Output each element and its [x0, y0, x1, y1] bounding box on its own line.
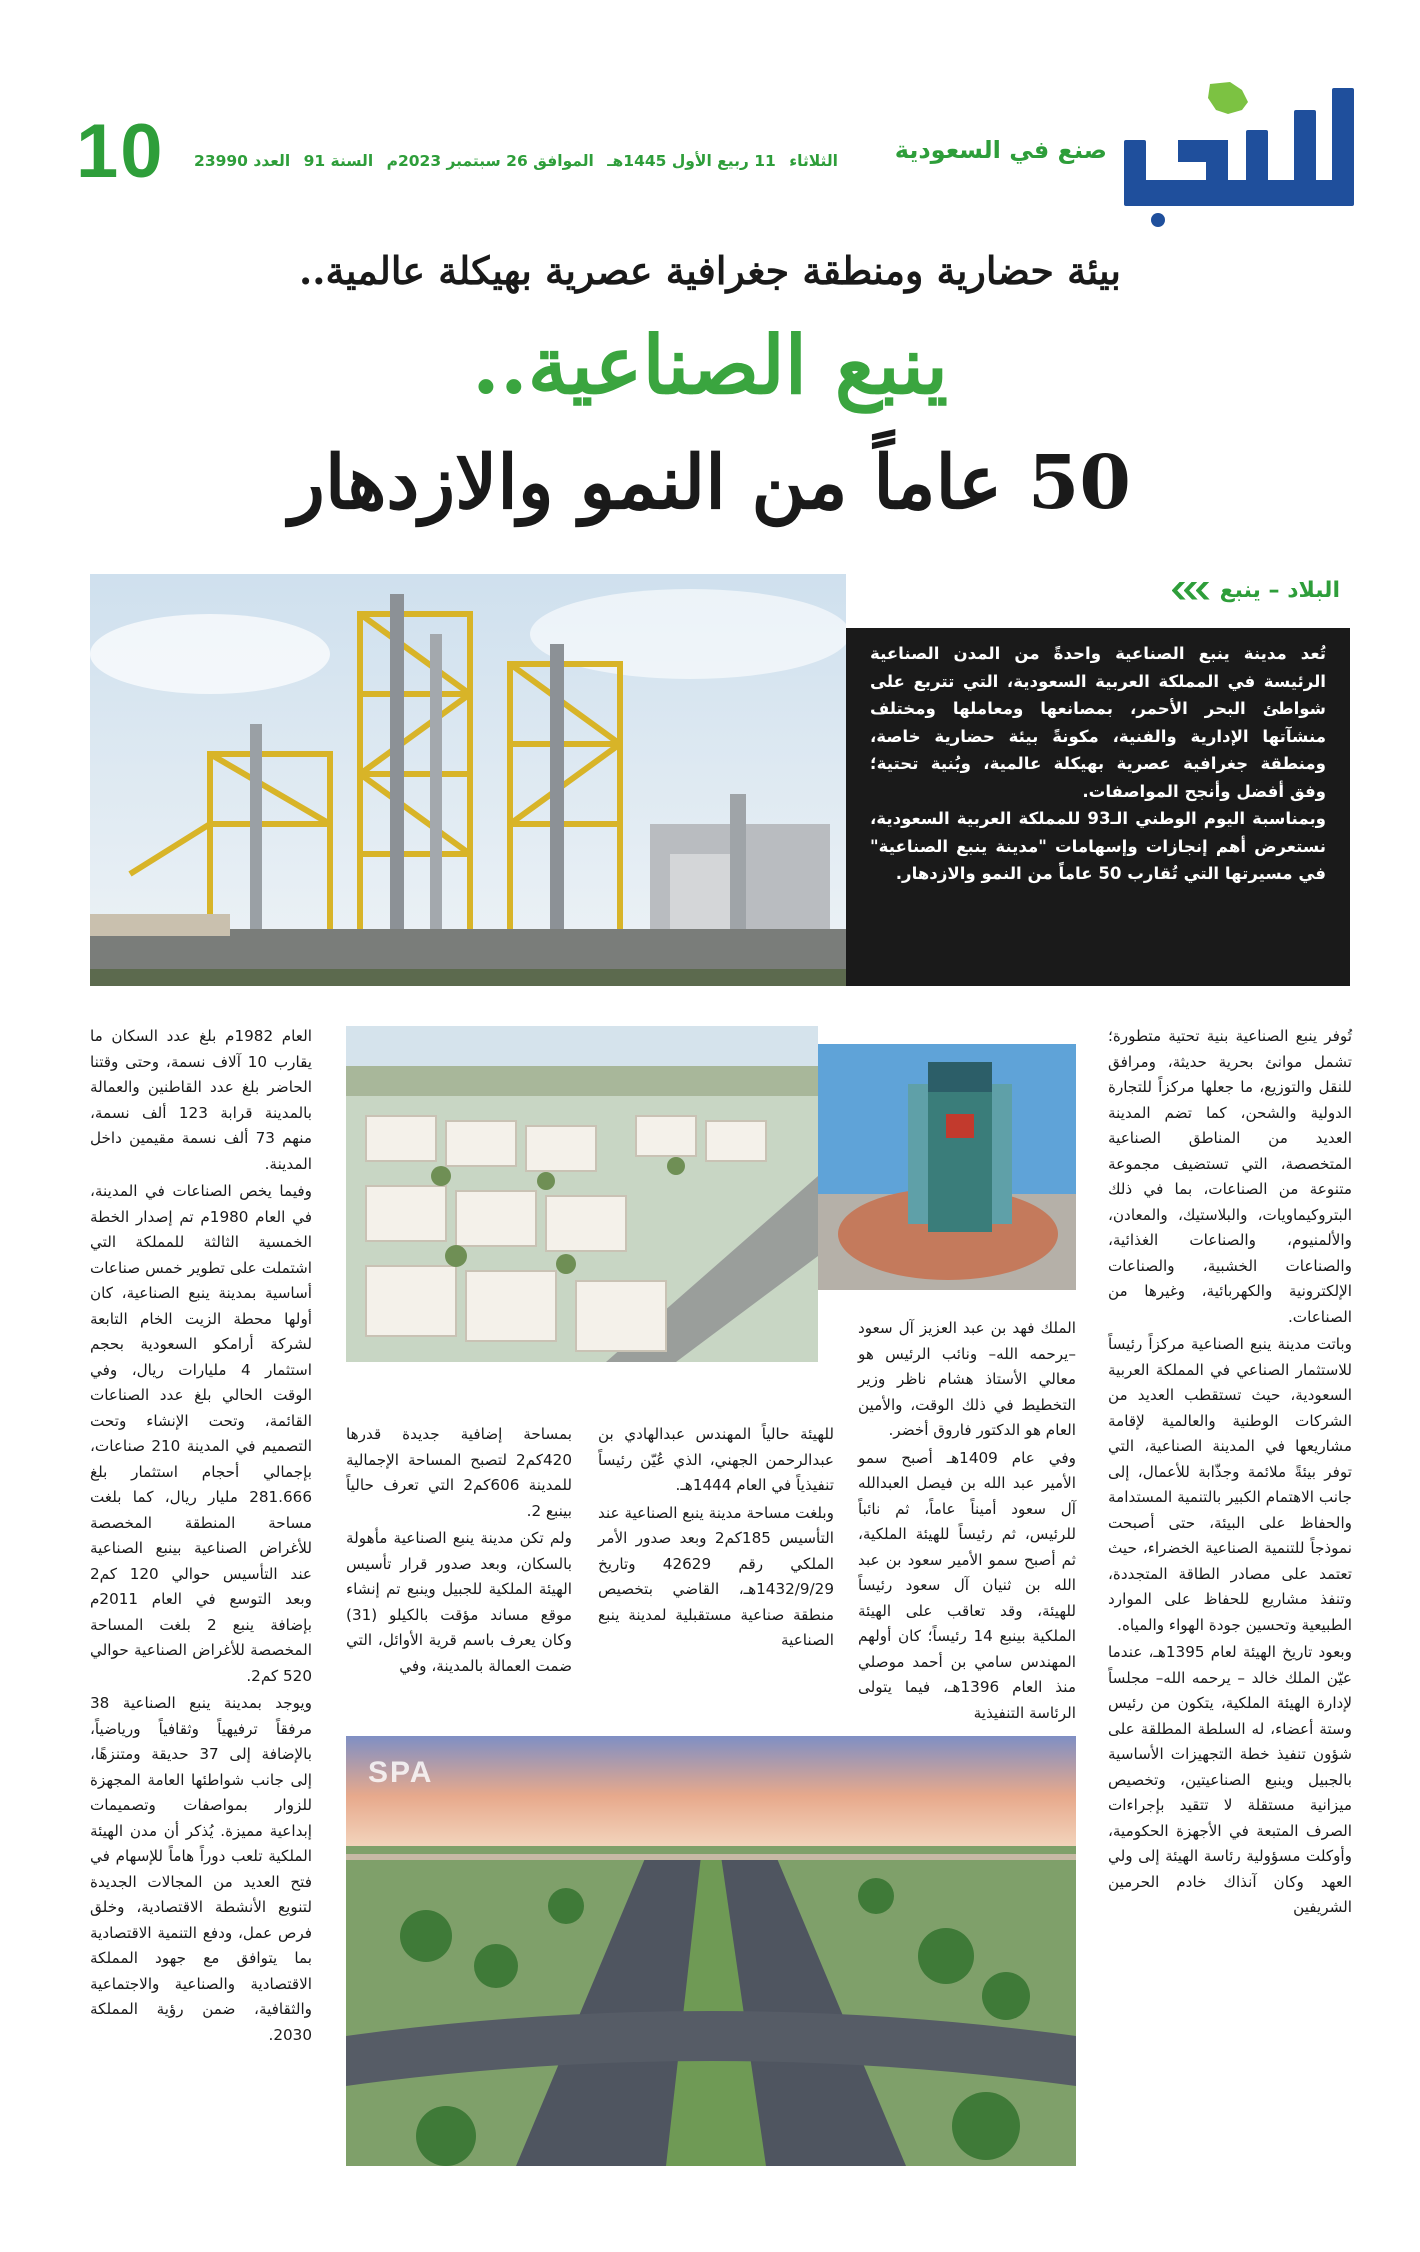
column-center-right-paragraph: وفي عام 1409هـ أصبح سمو الأمير عبد الله بن فيصل العبدالله آل سعود أميناً عاماً، ثم نائباً للرئيس، ثم رئيساً للهيئة الملكية، ثم أصبح سمو الأمير سعود بن عبد الله بن ثنيان آل سعود رئيساً للهيئة، وقد تعاقب على الهيئة الملكية بينبع 14 رئيساً؛ كان أولهم المهندس سامي بن أحمد موصلي منذ العام 1396هـ، فيما يتولى الرئاسة التنفيذية: [858, 1448, 1076, 1722]
photo-residential-villas: [346, 1026, 818, 1362]
byline-text: البلاد – ينبع: [1219, 578, 1340, 603]
saudi-map-icon: [1208, 82, 1248, 114]
dateline-gregorian: الموافق 26 سبتمبر 2023م: [386, 152, 594, 170]
column-center-right: [858, 1316, 1076, 1722]
column-left-paragraph: العام 1982م بلغ عدد السكان ما يقارب 10 آلاف نسمة، وحتى وقتنا الحاضر بلغ عدد القاطنين والعمالة بالمدينة قرابة 123 ألف نسمة، منهم 73 ألف نسمة مقيمين داخل المدينة.: [90, 1027, 313, 1173]
column-left: [90, 1024, 312, 2186]
column-center-left-paragraph: ولم تكن مدينة ينبع الصناعية مأهولة بالسكان، وبعد صدور قرار تأسيس الهيئة الملكية للجبيل وينبع تم إنشاء موقع مساند مؤقت بالكيلو (31) وكان يعرف باسم قرية الأوائل، التي ضمت العمالة بالمدينة، وفي: [346, 1529, 572, 1675]
column-center: [598, 1422, 834, 1718]
newspaper-logo: [1118, 80, 1366, 230]
photo-modern-building: [818, 1044, 1076, 1290]
dateline: [194, 152, 842, 170]
main-photo-industrial-plant: [90, 574, 846, 986]
column-right-paragraph: تُوفر ينبع الصناعية بنية تحتية متطورة؛ تشمل موانئ بحرية حديثة، ومرافق للنقل والتوزيع، ما جعلها مركزاً للتجارة الدولية والشحن، كما تضم المدينة العديد من المناطق الصناعية المتخصصة، التي تستضيف مجموعة متنوعة من الصناعات، بما في ذلك البتروكيماويات، والبلاستيك، والمعادن، والألمنيوم، والصناعات الغذائية، والصناعات الخشبية، والصناعات الإلكترونية والكهربائية، وغيرها من الصناعات.: [1108, 1027, 1352, 1326]
column-right-paragraph: وبعود تاريخ الهيئة لعام 1395هـ، عندما عيّن الملك خالد – يرحمه الله– مجلساً لإدارة الهيئة الملكية، يتكون من رئيس وستة أعضاء، له السلطة المطلقة على شؤون تنفيذ خطة التجهيزات الأساسية بالجبيل وينبع الصناعيتين، وتخصيص ميزانية مستقلة لا تتقيد بإجراءات الصرف المتبعة في الأجهزة الحكومية، وأوكلت مسؤولية رئاسة الهيئة إلى ولي العهد وكان آنذاك خادم الحرمين الشريفين: [1108, 1643, 1352, 1916]
dateline-hijri: 11 ربيع الأول 1445هـ: [607, 152, 776, 170]
byline: [1000, 578, 1340, 603]
lead-paragraph-2: وبمناسبة اليوم الوطني الـ93 للمملكة العربية السعودية، نستعرض أهم إنجازات وإسهامات "مدينة ينبع الصناعية" في مسيرتها التي تُقارب 50 عاماً من النمو والازدهار.: [870, 809, 1326, 883]
column-center-paragraph: للهيئة حالياً المهندس عبدالهادي بن عبدالرحمن الجهني، الذي عُيّن رئيساً تنفيذياً في العام 1444هـ.: [598, 1425, 834, 1494]
column-left-paragraph: وفيما يخص الصناعات في المدينة، في العام 1980م تم إصدار الخطة الخمسية الثالثة للمملكة التي اشتملت على تطوير خمس صناعات أساسية بمدينة ينبع الصناعية، كان أولها محطة الزيت الخام التابعة لشركة أرامكو السعودية بحجم استثمار 4 مليارات ريال، وفي الوقت الحالي بلغ عدد الصناعات القائمة، وتحت الإنشاء وتحت التصميم في المدينة 210 صناعات، بإجمالي أحجام استثمار بلغ 281.666 مليار ريال، كما بلغت مساحة المنطقة المخصصة للأغراض الصناعية بينبع الصناعية عند التأسيس حوالي 120 كم2 وبعد التوسع في العام 2011م بإضافة ينبع 2 بلغت المساحة المخصصة للأغراض الصناعية حوالي 520 كم2.: [90, 1182, 312, 1685]
column-center-left: [346, 1422, 572, 1718]
article-headline: ينبع الصناعية..: [472, 318, 948, 412]
dateline-issue: العدد 23990: [194, 152, 291, 170]
article-subhead: 50 عاماً من النمو والازدهار: [289, 440, 1131, 526]
spa-watermark: SPA: [368, 1756, 434, 1789]
section-tag: صنع في السعودية: [894, 136, 1107, 164]
logo-graphic: [1118, 80, 1366, 230]
column-center-right-paragraph: الملك فهد بن عبد العزيز آل سعود –يرحمه الله– ونائب الرئيس هو معالي الأستاذ هشام ناظر وزير التخطيط في ذلك الوقت، والأمين العام هو الدكتور فاروق أخضر.: [858, 1319, 1076, 1439]
dateline-day: الثلاثاء: [789, 152, 838, 170]
chevrons-icon: [1174, 582, 1210, 600]
column-center-left-paragraph: بمساحة إضافية جديدة قدرها 420كم2 لتصبح المساحة الإجمالية للمدينة 606كم2 التي تعرف حالياً بينبع 2.: [346, 1425, 572, 1520]
dateline-year: السنة 91: [303, 152, 374, 170]
lead-paragraph-1: تُعد مدينة ينبع الصناعية واحدةً من المدن الصناعية الرئيسة في المملكة العربية السعودية، التي تتربع على شواطئ البحر الأحمر، بمصانعها ومعاملها ومختلف منشآتها الإدارية والفنية، مكونةً بيئة حضارية خاصة، ومنطقة جغرافية عصرية بهيكلة عالمية، وبُنية تحتية؛ وفق أفضل وأنجح المواصفات.: [870, 644, 1326, 801]
lead-box: [846, 628, 1350, 986]
column-center-paragraph: وبلغت مساحة مدينة ينبع الصناعية عند التأسيس 185كم2 وبعد صدور الأمر الملكي رقم 42629 وتاريخ 1432/9/29هـ، القاضي بتخصيص منطقة صناعية مستقبلية لمدينة ينبع الصناعية: [598, 1503, 834, 1649]
article-kicker: بيئة حضارية ومنطقة جغرافية عصرية بهيكلة عالمية..: [298, 248, 1121, 293]
column-left-paragraph: ويوجد بمدينة ينبع الصناعية 38 مرفقاً ترفيهياً وثقافياً ورياضياً، بالإضافة إلى 37 حديقة ومتنزهًا، إلى جانب شواطئها العامة المجهزة للزوار بمواصفات وتصميمات إبداعية مميزة. يُذكر أن مدن الهيئة الملكية تلعب دوراً هاماً للإسهام في فتح العديد من المجالات الجديدة لتنويع الأنشطة الاقتصادية، وخلق فرص عمل، ودفع التنمية الاقتصادية بما يتوافق مع جهود المملكة الاقتصادية والصناعية والاجتماعية والثقافية، ضمن رؤية المملكة 2030.: [90, 1694, 312, 2044]
column-right-paragraph: وباتت مدينة ينبع الصناعية مركزاً رئيساً للاستثمار الصناعي في المملكة العربية السعودية، حيث تستقطب العديد من الشركات الوطنية والعالمية لإقامة مشاريعها في المدينة الصناعية، التي توفر بيئةً ملائمة وجذّابة للأعمال، إلى جانب الاهتمام الكبير بالتنمية المستدامة والحفاظ على البيئة، حتى أصبحت نموذجاً للتنمية الصناعية الخضراء، حيث تعتمد على مصادر الطاقة المتجددة، وتنفذ مشاريع للحفاظ على الموارد الطبيعية وتحسين جودة الهواء والمياه.: [1108, 1335, 1352, 1634]
page-number: 10: [76, 109, 165, 194]
column-right: [1108, 1024, 1352, 2186]
photo-road-aerial: [346, 1736, 1076, 2166]
